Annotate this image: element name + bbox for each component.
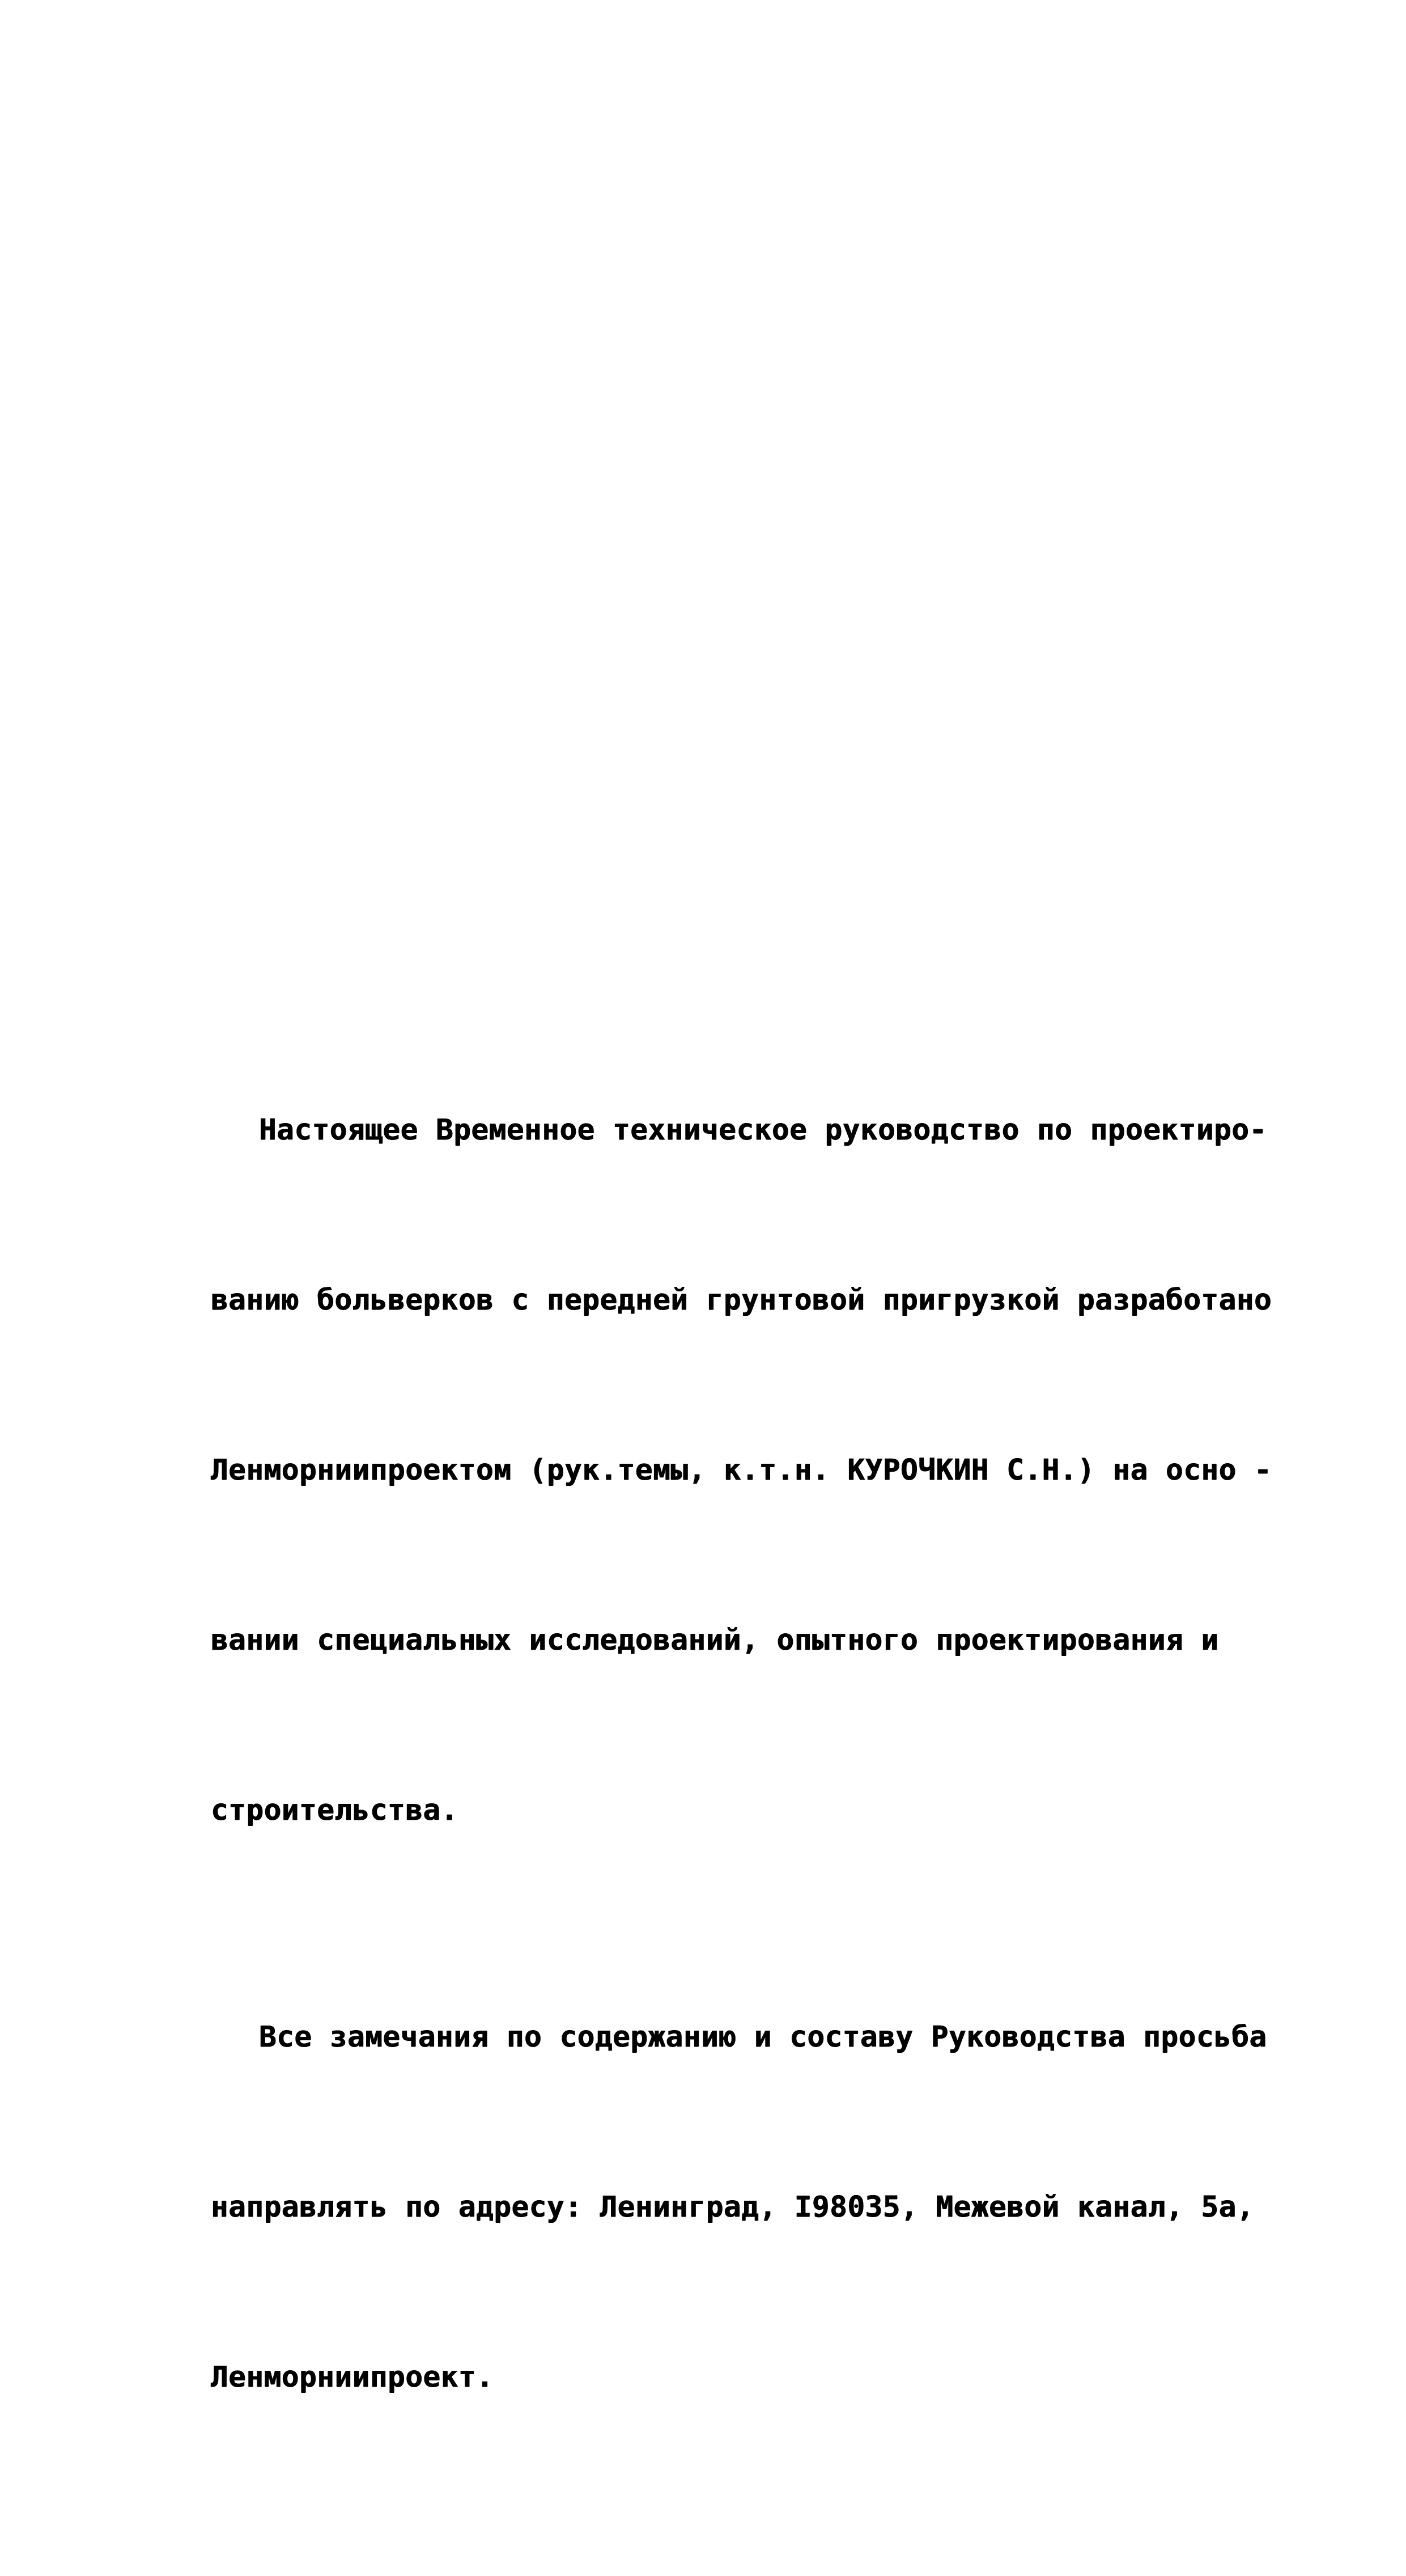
text-line: вании специальных исследований, опытного проектирования и (211, 1624, 1219, 1657)
typewritten-text-block (211, 932, 1272, 2576)
text-line: Настоящее Временное техническое руководство по проектиро- (259, 1113, 1267, 1147)
text-line: строительства. (211, 1794, 458, 1827)
text-line: ванию больверков с передней грунтовой пригрузкой разработано (211, 1283, 1272, 1317)
text-line: Ленморниипроект. (211, 2361, 494, 2394)
text-line: Ленморниипроектом (рук.темы, к.т.н. КУРОЧКИН С.Н.) на осно - (211, 1454, 1272, 1487)
text-line: Все замечания по содержанию и составу Руководства просьба (259, 2020, 1267, 2054)
text-line: направлять по адресу: Ленинград, I98035, Межевой канал, 5а, (211, 2191, 1255, 2224)
